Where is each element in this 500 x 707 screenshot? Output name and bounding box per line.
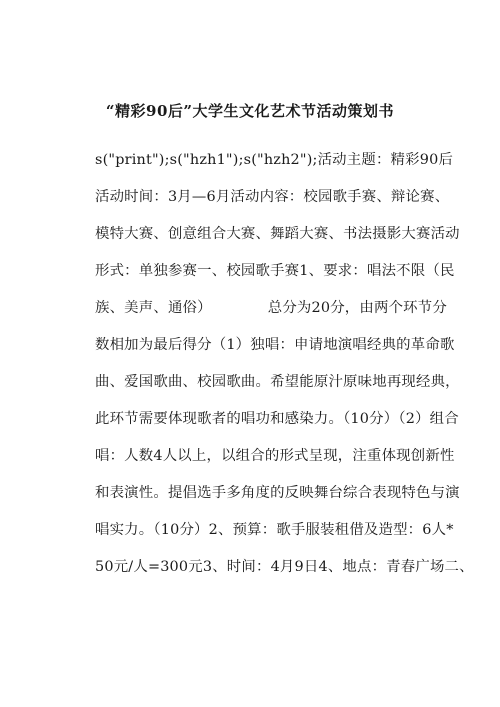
body-line-3: 模特大赛、创意组合大赛、舞蹈大赛、书法摄影大赛活动 [95, 226, 460, 242]
document-body [95, 142, 474, 586]
document-title: “精彩90后”大学生文化艺术节活动策划书 [105, 102, 395, 120]
body-line-12: 50元/人=300元3、时间：4月9日4、地点：青春广场二、 [95, 559, 474, 575]
body-line-7: 曲、爱国歌曲、校园歌曲。希望能原汁原味地再现经典， [95, 374, 460, 390]
body-line-11: 唱实力。（10分）2、预算：歌手服装租借及造型：6人* [95, 522, 454, 538]
body-line-9: 唱：人数4人以上，以组合的形式呈现，注重体现创新性 [95, 448, 455, 464]
body-line-1: s("print");s("hzh1");s("hzh2");活动主题：精彩90后 [95, 152, 454, 168]
body-line-5-prefix: 族、美声、通俗） [95, 300, 212, 316]
body-line-2: 活动时间：3月—6月活动内容：校园歌手赛、辩论赛、 [95, 189, 450, 205]
body-line-6: 数相加为最后得分（1）独唱：申请地演唱经典的革命歌 [95, 337, 455, 353]
body-line-10: 和表演性。提倡选手多角度的反映舞台综合表现特色与演 [95, 485, 460, 501]
body-line-5-text: 总分为20分，由两个环节分 [267, 300, 447, 316]
body-line-8: 此环节需要体现歌者的唱功和感染力。（10分）（2）组合 [95, 411, 459, 427]
body-line-5 [95, 290, 447, 327]
body-line-4: 形式：单独参赛一、校园歌手赛1、要求：唱法不限（民 [95, 263, 455, 279]
